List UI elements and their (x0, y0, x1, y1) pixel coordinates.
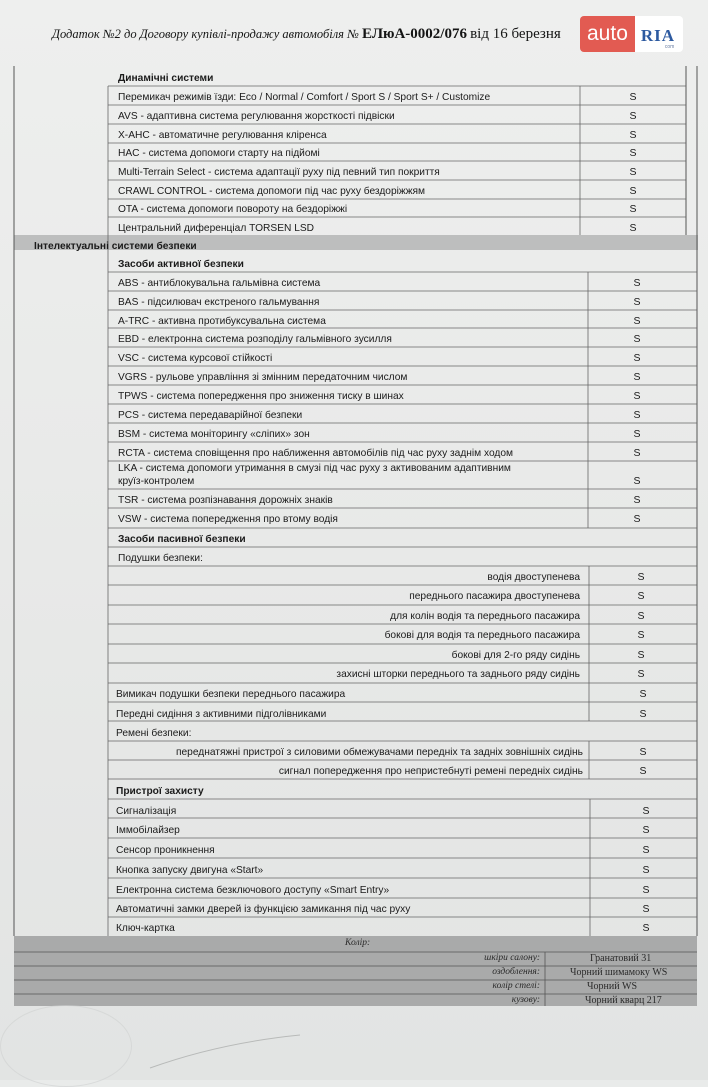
row-label: Кнопка запуску двигуна «Start» (116, 865, 264, 876)
row-label: Сенсор проникнення (116, 845, 215, 856)
row-label: BAS - підсилювач екстреного гальмування (118, 297, 320, 308)
row-label: переднатяжні пристрої з силовими обмежувачами передніх та задніх зовнішніх сидінь (175, 747, 583, 758)
row-label: Електронна система безключового доступу «Smart Entry» (116, 885, 390, 896)
row-label: Ключ-картка (116, 923, 175, 934)
row-label: Сигналізація (116, 806, 177, 817)
mark-s: S (629, 129, 637, 141)
mark-s: S (633, 494, 641, 506)
mark-s: S (633, 475, 641, 487)
faded-stamp (0, 1005, 132, 1087)
mark-s: S (639, 746, 647, 758)
color-label: колір стелі: (492, 981, 540, 991)
mark-s: S (637, 610, 645, 622)
mark-s: S (633, 333, 641, 345)
section-protect: Пристрої захисту (116, 786, 204, 797)
mark-s: S (633, 428, 641, 440)
mark-s: S (637, 668, 645, 680)
mark-s: S (629, 222, 637, 234)
mark-s: S (637, 629, 645, 641)
row-label: OTA - система допомоги повороту на бездоріжжі (118, 204, 348, 215)
color-label: оздоблення: (492, 967, 540, 977)
row-label: Перемикач режимів їзди: Eco / Normal / Comfort / Sport S / Sport S+ / Customize (118, 92, 491, 103)
row-label: VGRS - рульове управління зі змінним передаточним числом (118, 372, 408, 383)
mark-s: S (642, 884, 650, 896)
row-label: ABS - антиблокувальна гальмівна система (118, 278, 321, 289)
row-label: A-TRC - активна протибуксувальна система (118, 316, 326, 327)
row-label: бокові для водія та переднього пасажира (384, 630, 580, 641)
row-label: LKA - система допомоги утримання в смузі під час руху з активованим адаптивним (118, 463, 511, 474)
mark-s: S (642, 844, 650, 856)
color-label: шкіри салону: (484, 953, 540, 963)
mark-s: S (629, 203, 637, 215)
row-label: TPWS - система попередження про зниження тиску в шинах (118, 391, 404, 402)
mark-s: S (633, 513, 641, 525)
row-label: BSM - система моніторингу «сліпих» зон (118, 429, 310, 440)
mark-s: S (633, 390, 641, 402)
mark-s: S (642, 903, 650, 915)
row-label: Вимикач подушки безпеки переднього пасажира (116, 689, 346, 700)
subsection-belts: Ремені безпеки: (116, 728, 192, 739)
logo-auto: auto (580, 16, 635, 52)
mark-s: S (642, 864, 650, 876)
color-value: Чорний кварц 217 (585, 995, 662, 1006)
mark-s: S (639, 765, 647, 777)
color-value: Чорний WS (587, 981, 638, 992)
row-label: PCS - система передаварійної безпеки (118, 410, 303, 421)
mark-s: S (629, 166, 637, 178)
row-label: Передні сидіння з активними підголівниками (116, 709, 327, 720)
color-label: кузову: (511, 995, 540, 1005)
row-label: Центральний диференціал TORSEN LSD (118, 223, 315, 234)
row-label: Іммобілайзер (116, 825, 180, 836)
mark-s: S (629, 110, 637, 122)
mark-s: S (642, 824, 650, 836)
row-label: RCTA - система сповіщення про наближення автомобілів під час руху заднім ходом (118, 448, 514, 459)
row-label: VSW - система попередження про втому водія (118, 514, 338, 525)
row-label: CRAWL CONTROL - система допомоги під час руху бездоріжжям (118, 186, 426, 197)
color-value: Чорний шимамоку WS (570, 967, 668, 978)
logo-com: com (664, 44, 675, 50)
row-label: захисні шторки переднього та заднього ряду сидінь (336, 669, 580, 680)
mark-s: S (642, 922, 650, 934)
row-label: бокові для 2-го ряду сидінь (451, 650, 580, 661)
logo-ria: RIA (640, 26, 676, 45)
mark-s: S (639, 688, 647, 700)
mark-s: S (642, 805, 650, 817)
header-prefix: Додаток №2 до Договору купівлі-продажу автомобіля № (52, 27, 359, 41)
row-label: VSC - система курсової стійкості (118, 353, 273, 364)
mark-s: S (637, 571, 645, 583)
contract-number: ЕЛюА-0002/076 (362, 26, 467, 42)
subsection-airbags: Подушки безпеки: (118, 553, 203, 564)
colors-title: Колір: (345, 938, 371, 948)
section-active: Засоби активної безпеки (118, 259, 244, 270)
mark-s: S (633, 447, 641, 459)
mark-s: S (639, 708, 647, 720)
section-intel: Інтелектуальні системи безпеки (34, 241, 197, 252)
mark-s: S (633, 371, 641, 383)
row-label: X-AHC - автоматичне регулювання кліренса (118, 130, 327, 141)
row-label: HAC - система допомоги старту на підйомі (118, 148, 320, 159)
section-dynamic: Динамічні системи (118, 73, 214, 84)
mark-s: S (633, 277, 641, 289)
color-value: Гранатовий 31 (590, 953, 652, 964)
row-label: переднього пасажира двоступенева (409, 591, 580, 602)
mark-s: S (629, 185, 637, 197)
row-label: AVS - адаптивна система регулювання жорсткості підвіски (118, 111, 395, 122)
mark-s: S (637, 590, 645, 602)
row-label: для колін водія та переднього пасажира (390, 611, 580, 622)
mark-s: S (633, 409, 641, 421)
row-label: круїз-контролем (118, 476, 195, 487)
mark-s: S (629, 91, 637, 103)
mark-s: S (633, 296, 641, 308)
row-label: Multi-Terrain Select - система адаптації руху під певний тип покриття (118, 167, 440, 178)
contract-date: від 16 березня (470, 26, 561, 42)
row-label: Автоматичні замки дверей із функцією замикання під час руху (116, 904, 411, 915)
row-label: TSR - система розпізнавання дорожніх знаків (118, 495, 333, 506)
row-label: сигнал попередження про непристебнуті ремені передніх сидінь (278, 766, 583, 777)
section-passive: Засоби пасивної безпеки (118, 534, 246, 545)
mark-s: S (637, 649, 645, 661)
row-label: EBD - електронна система розподілу гальмівного зусилля (118, 334, 392, 345)
row-label: водія двоступенева (487, 572, 580, 583)
mark-s: S (633, 315, 641, 327)
mark-s: S (633, 352, 641, 364)
mark-s: S (629, 147, 637, 159)
